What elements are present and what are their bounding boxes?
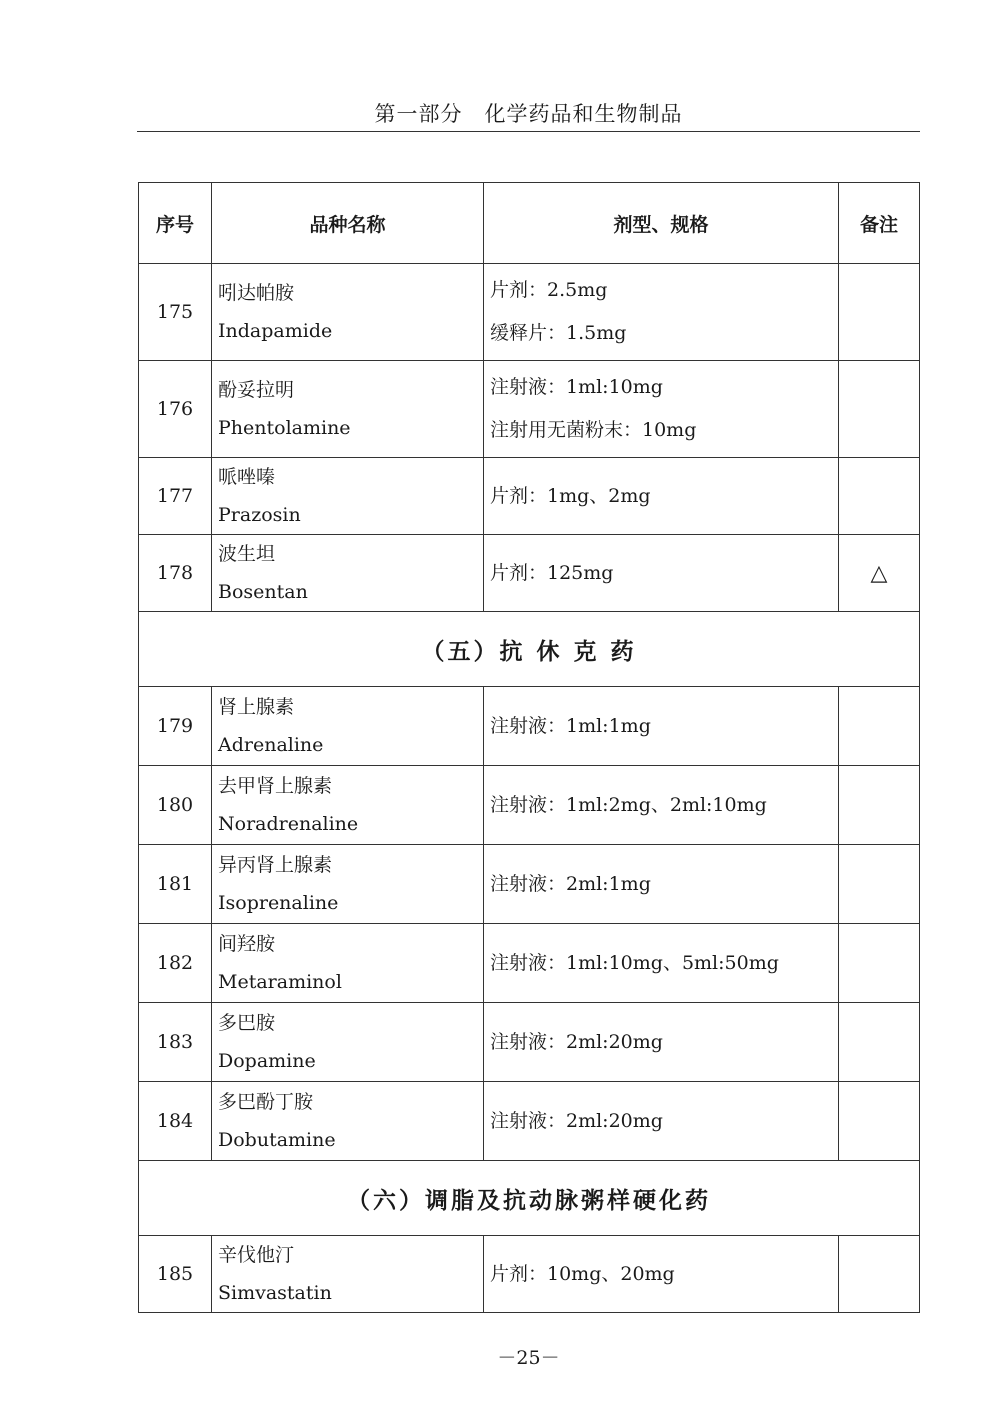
row-number: 182 xyxy=(139,924,212,1003)
column-header-spec: 剂型、规格 xyxy=(484,183,839,264)
drug-name-chinese: 去甲肾上腺素 xyxy=(218,775,333,797)
drug-name-chinese: 多巴酚丁胺 xyxy=(218,1091,314,1113)
drug-name-cell xyxy=(212,535,484,612)
dosage-spec-cell xyxy=(484,264,839,361)
drug-name-english: Phentolamine xyxy=(218,417,351,439)
dosage-spec-cell xyxy=(484,687,839,766)
drug-name-cell xyxy=(212,361,484,458)
header-divider xyxy=(137,131,920,132)
drug-name-chinese: 吲达帕胺 xyxy=(218,282,295,304)
dosage-spec: 注射液：2ml:20mg xyxy=(490,1030,663,1053)
row-number: 181 xyxy=(139,845,212,924)
note-cell xyxy=(839,1082,920,1161)
column-header-note: 备注 xyxy=(839,183,920,264)
note-cell xyxy=(839,924,920,1003)
row-number: 185 xyxy=(139,1236,212,1313)
drug-name-cell xyxy=(212,766,484,845)
row-number: 180 xyxy=(139,766,212,845)
note-cell xyxy=(839,458,920,535)
drug-name-english: Simvastatin xyxy=(218,1282,332,1304)
note-cell xyxy=(839,1003,920,1082)
drug-name-cell xyxy=(212,1236,484,1313)
dosage-spec: 注射用无菌粉末：10mg xyxy=(490,419,697,441)
drug-name-english: Metaraminol xyxy=(218,971,342,993)
drug-name-english: Adrenaline xyxy=(218,734,324,756)
note-cell xyxy=(839,361,920,458)
row-number: 175 xyxy=(139,264,212,361)
dosage-spec: 缓释片：1.5mg xyxy=(490,322,627,344)
section-title: （五）抗 休 克 药 xyxy=(139,612,920,687)
dosage-spec-cell xyxy=(484,766,839,845)
dosage-spec: 注射液：1ml:1mg xyxy=(490,714,651,737)
table-row xyxy=(139,924,920,1003)
table-row xyxy=(139,535,920,612)
drug-name-english: Indapamide xyxy=(218,320,333,342)
note-cell xyxy=(839,1236,920,1313)
row-number: 178 xyxy=(139,535,212,612)
page-header: 第一部分 化学药品和生物制品 xyxy=(374,102,683,126)
drug-name-cell xyxy=(212,845,484,924)
note-cell xyxy=(839,845,920,924)
table-header-row xyxy=(139,183,920,264)
drug-name-cell xyxy=(212,924,484,1003)
dosage-spec: 注射液：1ml:2mg、2ml:10mg xyxy=(490,793,767,816)
dosage-spec: 注射液：1ml:10mg xyxy=(490,376,663,398)
table-body xyxy=(139,264,920,1313)
row-number: 183 xyxy=(139,1003,212,1082)
note-cell: △ xyxy=(839,535,920,612)
drug-name-chinese: 肾上腺素 xyxy=(218,696,295,718)
dosage-spec: 注射液：1ml:10mg、5ml:50mg xyxy=(490,951,779,974)
dosage-spec-cell xyxy=(484,1003,839,1082)
drug-name-english: Isoprenaline xyxy=(218,892,339,914)
table-row xyxy=(139,264,920,361)
table-row xyxy=(139,687,920,766)
dosage-spec-cell xyxy=(484,845,839,924)
dosage-spec: 注射液：2ml:1mg xyxy=(490,872,651,895)
drug-name-english: Prazosin xyxy=(218,504,301,526)
drug-name-chinese: 辛伐他汀 xyxy=(218,1244,295,1266)
drug-name-cell xyxy=(212,458,484,535)
drug-name-cell xyxy=(212,264,484,361)
section-title: （六）调脂及抗动脉粥样硬化药 xyxy=(139,1161,920,1236)
drug-name-chinese: 哌唑嗪 xyxy=(218,466,276,488)
drug-name-english: Dopamine xyxy=(218,1050,316,1072)
note-cell xyxy=(839,687,920,766)
page-number: －25－ xyxy=(497,1347,560,1369)
row-number: 177 xyxy=(139,458,212,535)
table-row xyxy=(139,458,920,535)
drug-name-english: Noradrenaline xyxy=(218,813,359,835)
drug-name-cell xyxy=(212,1003,484,1082)
row-number: 184 xyxy=(139,1082,212,1161)
drug-name-chinese: 间羟胺 xyxy=(218,933,276,955)
table-row xyxy=(139,1236,920,1313)
dosage-spec-cell xyxy=(484,535,839,612)
drug-name-cell xyxy=(212,1082,484,1161)
dosage-spec-cell xyxy=(484,458,839,535)
dosage-spec-cell xyxy=(484,361,839,458)
drug-name-cell xyxy=(212,687,484,766)
drug-name-chinese: 波生坦 xyxy=(218,543,276,565)
dosage-spec: 片剂：125mg xyxy=(490,561,614,584)
row-number: 179 xyxy=(139,687,212,766)
note-cell xyxy=(839,766,920,845)
dosage-spec: 片剂：10mg、20mg xyxy=(490,1262,675,1285)
dosage-spec: 注射液：2ml:20mg xyxy=(490,1109,663,1132)
table-row xyxy=(139,1082,920,1161)
drug-name-english: Bosentan xyxy=(218,581,308,603)
section-row xyxy=(139,612,920,687)
note-cell xyxy=(839,264,920,361)
dosage-spec-cell xyxy=(484,924,839,1003)
row-number: 176 xyxy=(139,361,212,458)
drug-table xyxy=(138,182,920,1313)
drug-name-chinese: 异丙肾上腺素 xyxy=(218,854,333,876)
dosage-spec-cell xyxy=(484,1236,839,1313)
dosage-spec-cell xyxy=(484,1082,839,1161)
column-header-no: 序号 xyxy=(139,183,212,264)
drug-name-chinese: 多巴胺 xyxy=(218,1012,276,1034)
dosage-spec: 片剂：1mg、2mg xyxy=(490,484,651,507)
table-row xyxy=(139,1003,920,1082)
drug-name-chinese: 酚妥拉明 xyxy=(218,379,295,401)
section-row xyxy=(139,1161,920,1236)
dosage-spec: 片剂：2.5mg xyxy=(490,279,608,301)
table-row xyxy=(139,361,920,458)
column-header-name: 品种名称 xyxy=(212,183,484,264)
table-row xyxy=(139,766,920,845)
drug-name-english: Dobutamine xyxy=(218,1129,336,1151)
table-row xyxy=(139,845,920,924)
